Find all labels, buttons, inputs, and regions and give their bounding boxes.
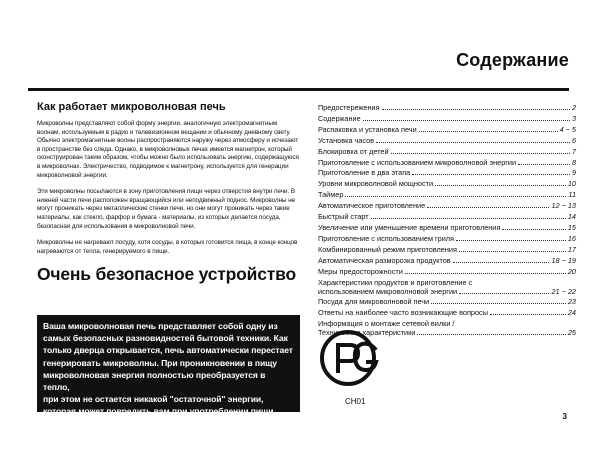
- toc-item: [318, 201, 576, 212]
- toc-leader: [419, 131, 558, 132]
- toc-leader: [405, 273, 566, 274]
- toc-label-line1: Характеристики продуктов и приготовление с: [318, 277, 473, 287]
- toc-leader: [459, 251, 566, 252]
- toc-leader: [518, 164, 570, 165]
- toc-page: 3: [571, 113, 576, 123]
- toc-item: [318, 158, 576, 169]
- toc-item: [318, 168, 576, 179]
- toc-item: [318, 256, 576, 267]
- toc-item: [318, 136, 576, 147]
- toc-label: Меры предосторожности: [318, 266, 403, 276]
- toc-leader: [382, 109, 570, 110]
- toc-label: Автоматическая разморозка продуктов: [318, 255, 451, 265]
- toc-label: Приготовление с использованием гриля: [318, 233, 455, 243]
- toc-item: [318, 267, 576, 278]
- safety-title: Очень безопасное устройство: [37, 264, 296, 285]
- toc-page: 17: [567, 244, 576, 254]
- paragraph-2: Эти микроволны посылаются в зону приготовления пищи через отверстия внутри печи. В нижней части печи расположен вращающийся или неподвижный поднос. Микроволны не могут проникать через металлические стенки печи, но они могут проникать через такие материалы, как стекло, фарфор и бумага - материалы, из которых делается посуда, безопасная для использования в микроволновой печи.: [37, 188, 296, 230]
- toc-leader: [412, 174, 570, 175]
- toc-page: 9: [571, 168, 576, 178]
- toc-label: Содержание: [318, 113, 361, 123]
- safety-line: Ваша микроволновая печь представляет собой одну из: [43, 321, 278, 331]
- toc-page: 2: [571, 103, 576, 112]
- safety-line: которая может повредить вам при употреблении пищи.: [43, 406, 276, 417]
- toc-label: Посуда для микроволновой печи: [318, 297, 430, 307]
- paragraph-1: Микроволны представляют собой форму энергии, аналогичную электромагнитным волнам, используемым в радио и телевизионном вещании и обычному дневному свету. Обычно электромагнитные волны распространяются наружу через атмосферу и исчезают в пространстве без следа. Однако, в микроволновых печах имеется магнетрон, который сконструирован таким образом, чтобы можно было использовать энергию, содержащуюся в микроволнах. Электричество, подводимое к магнетрону, используется для генерации микроволновой энергии.: [37, 120, 299, 179]
- paragraph-3: Микроволны не нагревают посуду, хотя сосуды, в которых готовится пища, в конце концов нагреваются от тепла, генерируемого в пище.: [37, 239, 298, 255]
- toc-label: Предостережения: [318, 103, 380, 112]
- toc-item: [318, 125, 576, 136]
- toc-leader: [435, 185, 566, 186]
- toc-page: 20: [567, 266, 576, 276]
- toc-label: Увеличение или уменьшение времени приготовления: [318, 222, 501, 232]
- page-title: Содержание: [456, 50, 569, 70]
- toc-page: 11: [568, 190, 576, 200]
- safety-line: самых безопасных разновидностей бытовой техники. Как: [43, 333, 288, 344]
- toc-label: Автоматическое приготовление: [318, 201, 426, 211]
- toc-label: Быстрый старт: [318, 212, 369, 222]
- toc-label: Таймер: [318, 190, 344, 200]
- toc-leader: [345, 196, 566, 197]
- toc-page: 15: [567, 222, 576, 232]
- toc-page: 14: [567, 212, 576, 222]
- safety-line: только дверца открывается, печь автоматически перестает: [43, 345, 293, 356]
- toc-leader: [371, 218, 566, 219]
- toc-page: 8: [571, 157, 576, 167]
- toc-page: 7: [571, 146, 576, 156]
- toc-label: Уровни микроволновой мощности: [318, 179, 434, 189]
- toc-leader: [427, 207, 549, 208]
- toc-item: [318, 234, 576, 245]
- toc-item: [318, 179, 576, 190]
- toc-page: 4 ~ 5: [559, 124, 576, 134]
- certification-code: СН01: [345, 397, 366, 406]
- toc-page: 6: [571, 135, 576, 145]
- toc-leader: [376, 142, 570, 143]
- toc-label: Установка часов: [318, 135, 375, 145]
- how-it-works-heading: Как работает микроволновая печь: [37, 101, 226, 113]
- table-of-contents: [318, 103, 576, 339]
- toc-item: [318, 147, 576, 158]
- toc-leader: [453, 262, 550, 263]
- toc-label-line1: Информация о монтаже сетевой вилки /: [318, 319, 455, 329]
- toc-page: 16: [567, 233, 576, 243]
- toc-item: [318, 297, 576, 308]
- toc-page: 21 ~ 22: [551, 286, 576, 296]
- safety-box: [37, 315, 300, 417]
- toc-item: [318, 212, 576, 223]
- toc-label: Приготовление в два этапа: [318, 168, 411, 178]
- toc-leader: [502, 229, 566, 230]
- left-column: [37, 101, 299, 285]
- toc-item: [318, 114, 576, 125]
- toc-page: 18 ~ 19: [551, 255, 576, 265]
- toc-label: Технические характеристики: [318, 328, 416, 338]
- toc-leader: [459, 293, 549, 294]
- safety-line: генерировать микроволны. При проникновении в пищу: [43, 357, 277, 368]
- toc-page: 24: [567, 308, 576, 318]
- toc-label: Приготовление с использованием микроволновой энергии: [318, 157, 517, 167]
- toc-leader: [456, 240, 566, 241]
- toc-leader: [391, 153, 570, 154]
- toc-leader: [363, 120, 570, 121]
- certification-mark-icon: [318, 328, 392, 394]
- header-rule: [28, 88, 569, 91]
- toc-page: 23: [567, 297, 576, 307]
- toc-label: Ответы на наиболее часто возникающие вопросы: [318, 308, 488, 318]
- toc-label: использованием микроволновой энергии: [318, 286, 458, 296]
- toc-leader: [417, 334, 566, 335]
- toc-item: [318, 103, 576, 114]
- toc-page: 12 ~ 13: [551, 201, 576, 211]
- toc-label: Распаковка и установка печи: [318, 124, 417, 134]
- toc-page: 25: [567, 328, 576, 338]
- toc-leader: [490, 314, 566, 315]
- toc-item: [318, 223, 576, 234]
- toc-item: [318, 287, 576, 298]
- toc-label: Блокировка от детей: [318, 146, 389, 156]
- toc-page: 10: [567, 179, 576, 189]
- safety-line: при этом не остается никакой "остаточной" энергии,: [43, 394, 264, 405]
- toc-leader: [431, 303, 566, 304]
- toc-item: [318, 308, 576, 319]
- toc-item: [318, 190, 576, 201]
- toc-item: [318, 245, 576, 256]
- page-number: 3: [562, 412, 567, 421]
- toc-label: Комбинированный режим приготовления: [318, 244, 457, 254]
- safety-line: микроволновая энергия полностью преобразуется в тепло,: [43, 369, 266, 393]
